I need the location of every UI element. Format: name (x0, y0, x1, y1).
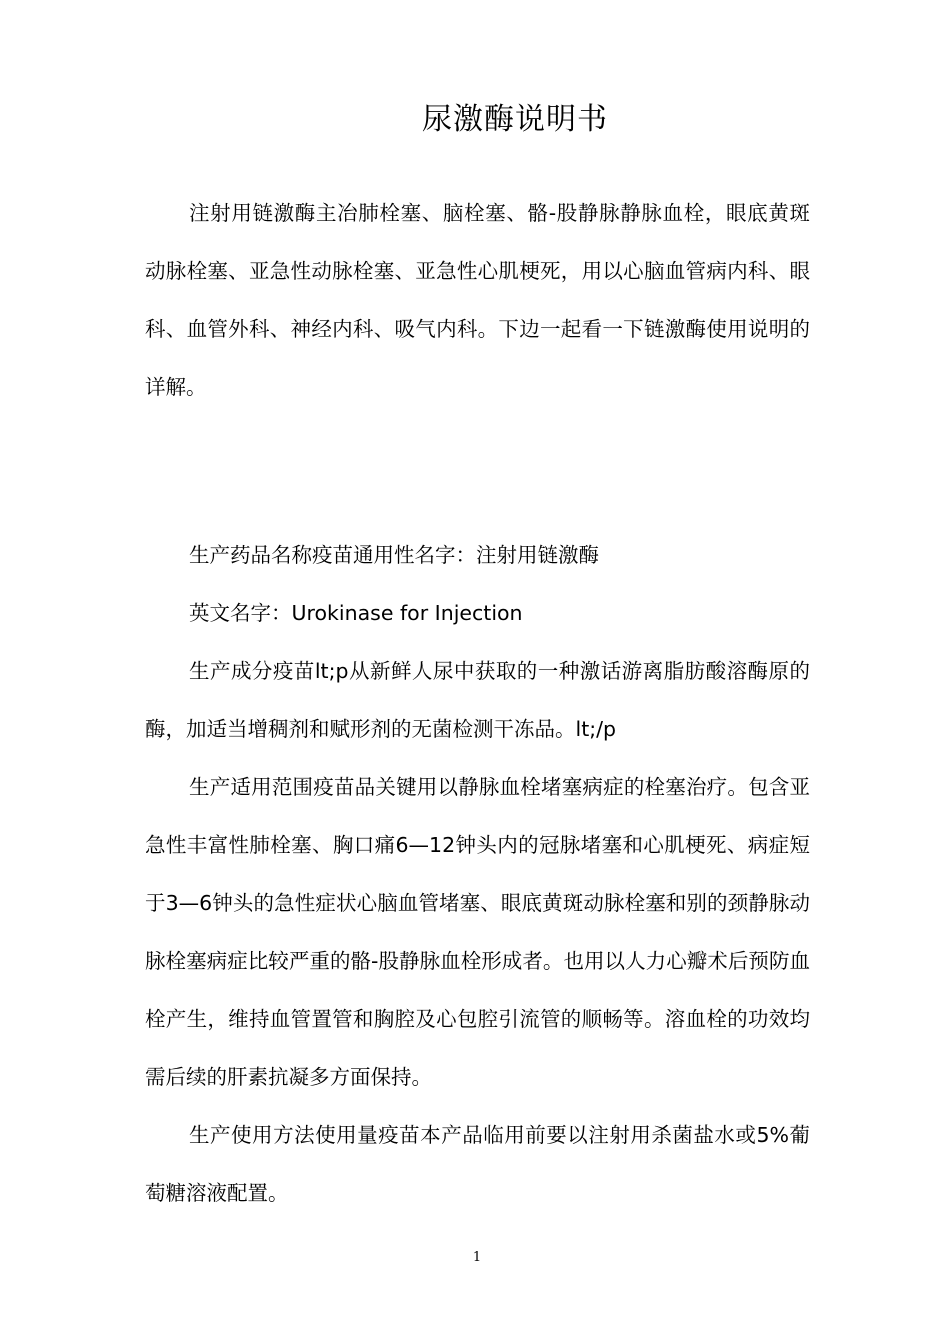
ingredients-paragraph: 生产成分疫苗lt;p从新鲜人尿中获取的一种激话游离脂肪酸溶酶原的酶，加适当增稠剂和赋形剂的无菌检测干冻品。lt;/p (145, 659, 810, 741)
english-name-paragraph: 英文名字：Urokinase for Injection (189, 601, 523, 625)
indications-paragraph: 生产适用范围疫苗品关键用以静脉血栓堵塞病症的栓塞治疗。包含亚急性丰富性肺栓塞、胸口痛6—12钟头内的冠脉堵塞和心肌梗死、病症短于3—6钟头的急性症状心脑血管堵塞、眼底黄斑动脉栓塞和别的颈静脉动脉栓塞病症比较严重的骼-股静脉血栓形成者。也用以人力心瓣术后预防血栓产生，维持血管置管和胸腔及心包腔引流管的顺畅等。溶血栓的功效均需后续的肝素抗凝多方面保持。 (145, 775, 810, 1089)
usage-paragraph: 生产使用方法使用量疫苗本产品临用前要以注射用杀菌盐水或5%葡萄糖溶液配置。 (145, 1123, 810, 1205)
page-number: 1 (472, 1250, 482, 1265)
intro-paragraph: 注射用链激酶主冶肺栓塞、脑栓塞、骼-股静脉静脉血栓，眼底黄斑动脉栓塞、亚急性动脉栓塞、亚急性心肌梗死，用以心脑血管病内科、眼科、血管外科、神经内科、吸气内科。下边一起看一下链激酶使用说明的详解。 (145, 201, 810, 399)
generic-name-paragraph: 生产药品名称疫苗通用性名字：注射用链激酶 (189, 543, 599, 567)
document-title: 尿激酶说明书 (422, 102, 608, 137)
